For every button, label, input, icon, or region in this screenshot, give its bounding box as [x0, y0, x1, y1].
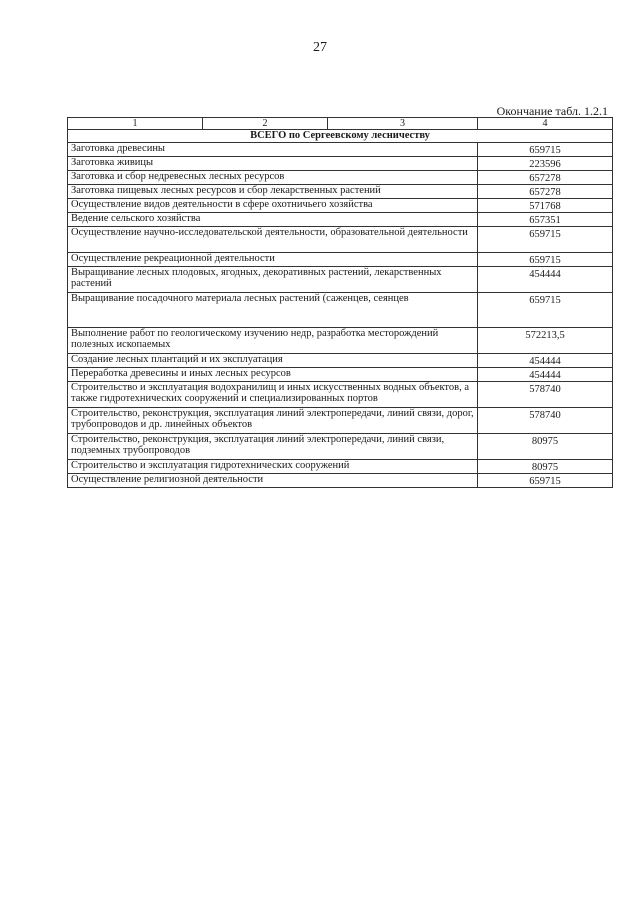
activity-value: 659715: [478, 227, 613, 253]
activity-label: Строительство и эксплуатация водохранилищ и иных искусственных водных объектов, а также гидротехнических сооружений и специализированных портов: [68, 382, 478, 408]
activity-value: 659715: [478, 253, 613, 267]
table-row: [68, 460, 613, 474]
page-number: 27: [313, 40, 327, 55]
table-row: [68, 143, 613, 157]
activity-value: 572213,5: [478, 328, 613, 354]
activity-label: Выращивание посадочного материала лесных растений (саженцев, сеянцев: [68, 293, 478, 328]
table-row: [68, 213, 613, 227]
activity-label: Осуществление рекреационной деятельности: [68, 253, 478, 267]
table-row: [68, 199, 613, 213]
table-row: [68, 434, 613, 460]
activity-value: 571768: [478, 199, 613, 213]
table-row: [68, 474, 613, 488]
activity-value: 659715: [478, 293, 613, 328]
activity-label: Заготовка живицы: [68, 157, 478, 171]
table-row: [68, 293, 613, 328]
activity-value: 659715: [478, 143, 613, 157]
section-row: [68, 130, 613, 143]
activity-label: Создание лесных плантаций и их эксплуатация: [68, 354, 478, 368]
activity-value: 223596: [478, 157, 613, 171]
activity-value: 454444: [478, 267, 613, 293]
column-number: 3: [328, 118, 478, 130]
table-row: [68, 227, 613, 253]
activity-label: Выполнение работ по геологическому изучению недр, разработка месторождений полезных ископаемых: [68, 328, 478, 354]
activity-label: Переработка древесины и иных лесных ресурсов: [68, 368, 478, 382]
section-title: ВСЕГО по Сергеевскому лесничеству: [68, 130, 613, 143]
table-row: [68, 157, 613, 171]
table-row: [68, 382, 613, 408]
table-row: [68, 171, 613, 185]
activity-label: Строительство, реконструкция, эксплуатация линий электропередачи, линий связи, подземных трубопроводов: [68, 434, 478, 460]
activity-value: 454444: [478, 354, 613, 368]
activity-value: 659715: [478, 474, 613, 488]
activity-label: Осуществление научно-исследовательской деятельности, образовательной деятельности: [68, 227, 478, 253]
activity-label: Осуществление видов деятельности в сфере охотничьего хозяйства: [68, 199, 478, 213]
activity-label: Строительство и эксплуатация гидротехнических сооружений: [68, 460, 478, 474]
column-number: 4: [478, 118, 613, 130]
activity-label: Выращивание лесных плодовых, ягодных, декоративных растений, лекарственных растений: [68, 267, 478, 293]
activity-value: 454444: [478, 368, 613, 382]
activity-value: 578740: [478, 408, 613, 434]
activity-value: 80975: [478, 460, 613, 474]
table-row: [68, 368, 613, 382]
activity-label: Заготовка пищевых лесных ресурсов и сбор лекарственных растений: [68, 185, 478, 199]
table-row: [68, 354, 613, 368]
activity-value: 657278: [478, 185, 613, 199]
column-number: 2: [203, 118, 328, 130]
activity-label: Заготовка древесины: [68, 143, 478, 157]
data-table: [67, 117, 613, 488]
table-row: [68, 408, 613, 434]
activity-value: 657351: [478, 213, 613, 227]
table-row: [68, 253, 613, 267]
activity-label: Заготовка и сбор недревесных лесных ресурсов: [68, 171, 478, 185]
column-number-row: [68, 118, 613, 130]
column-number: 1: [68, 118, 203, 130]
table-row: [68, 328, 613, 354]
table-row: [68, 267, 613, 293]
table-row: [68, 185, 613, 199]
activity-value: 80975: [478, 434, 613, 460]
activity-label: Строительство, реконструкция, эксплуатация линий электропередачи, линий связи, дорог, трубопроводов и др. линейных объектов: [68, 408, 478, 434]
activity-label: Ведение сельского хозяйства: [68, 213, 478, 227]
table-caption: Окончание табл. 1.2.1: [496, 104, 608, 118]
activity-label: Осуществление религиозной деятельности: [68, 474, 478, 488]
activity-value: 578740: [478, 382, 613, 408]
activity-value: 657278: [478, 171, 613, 185]
